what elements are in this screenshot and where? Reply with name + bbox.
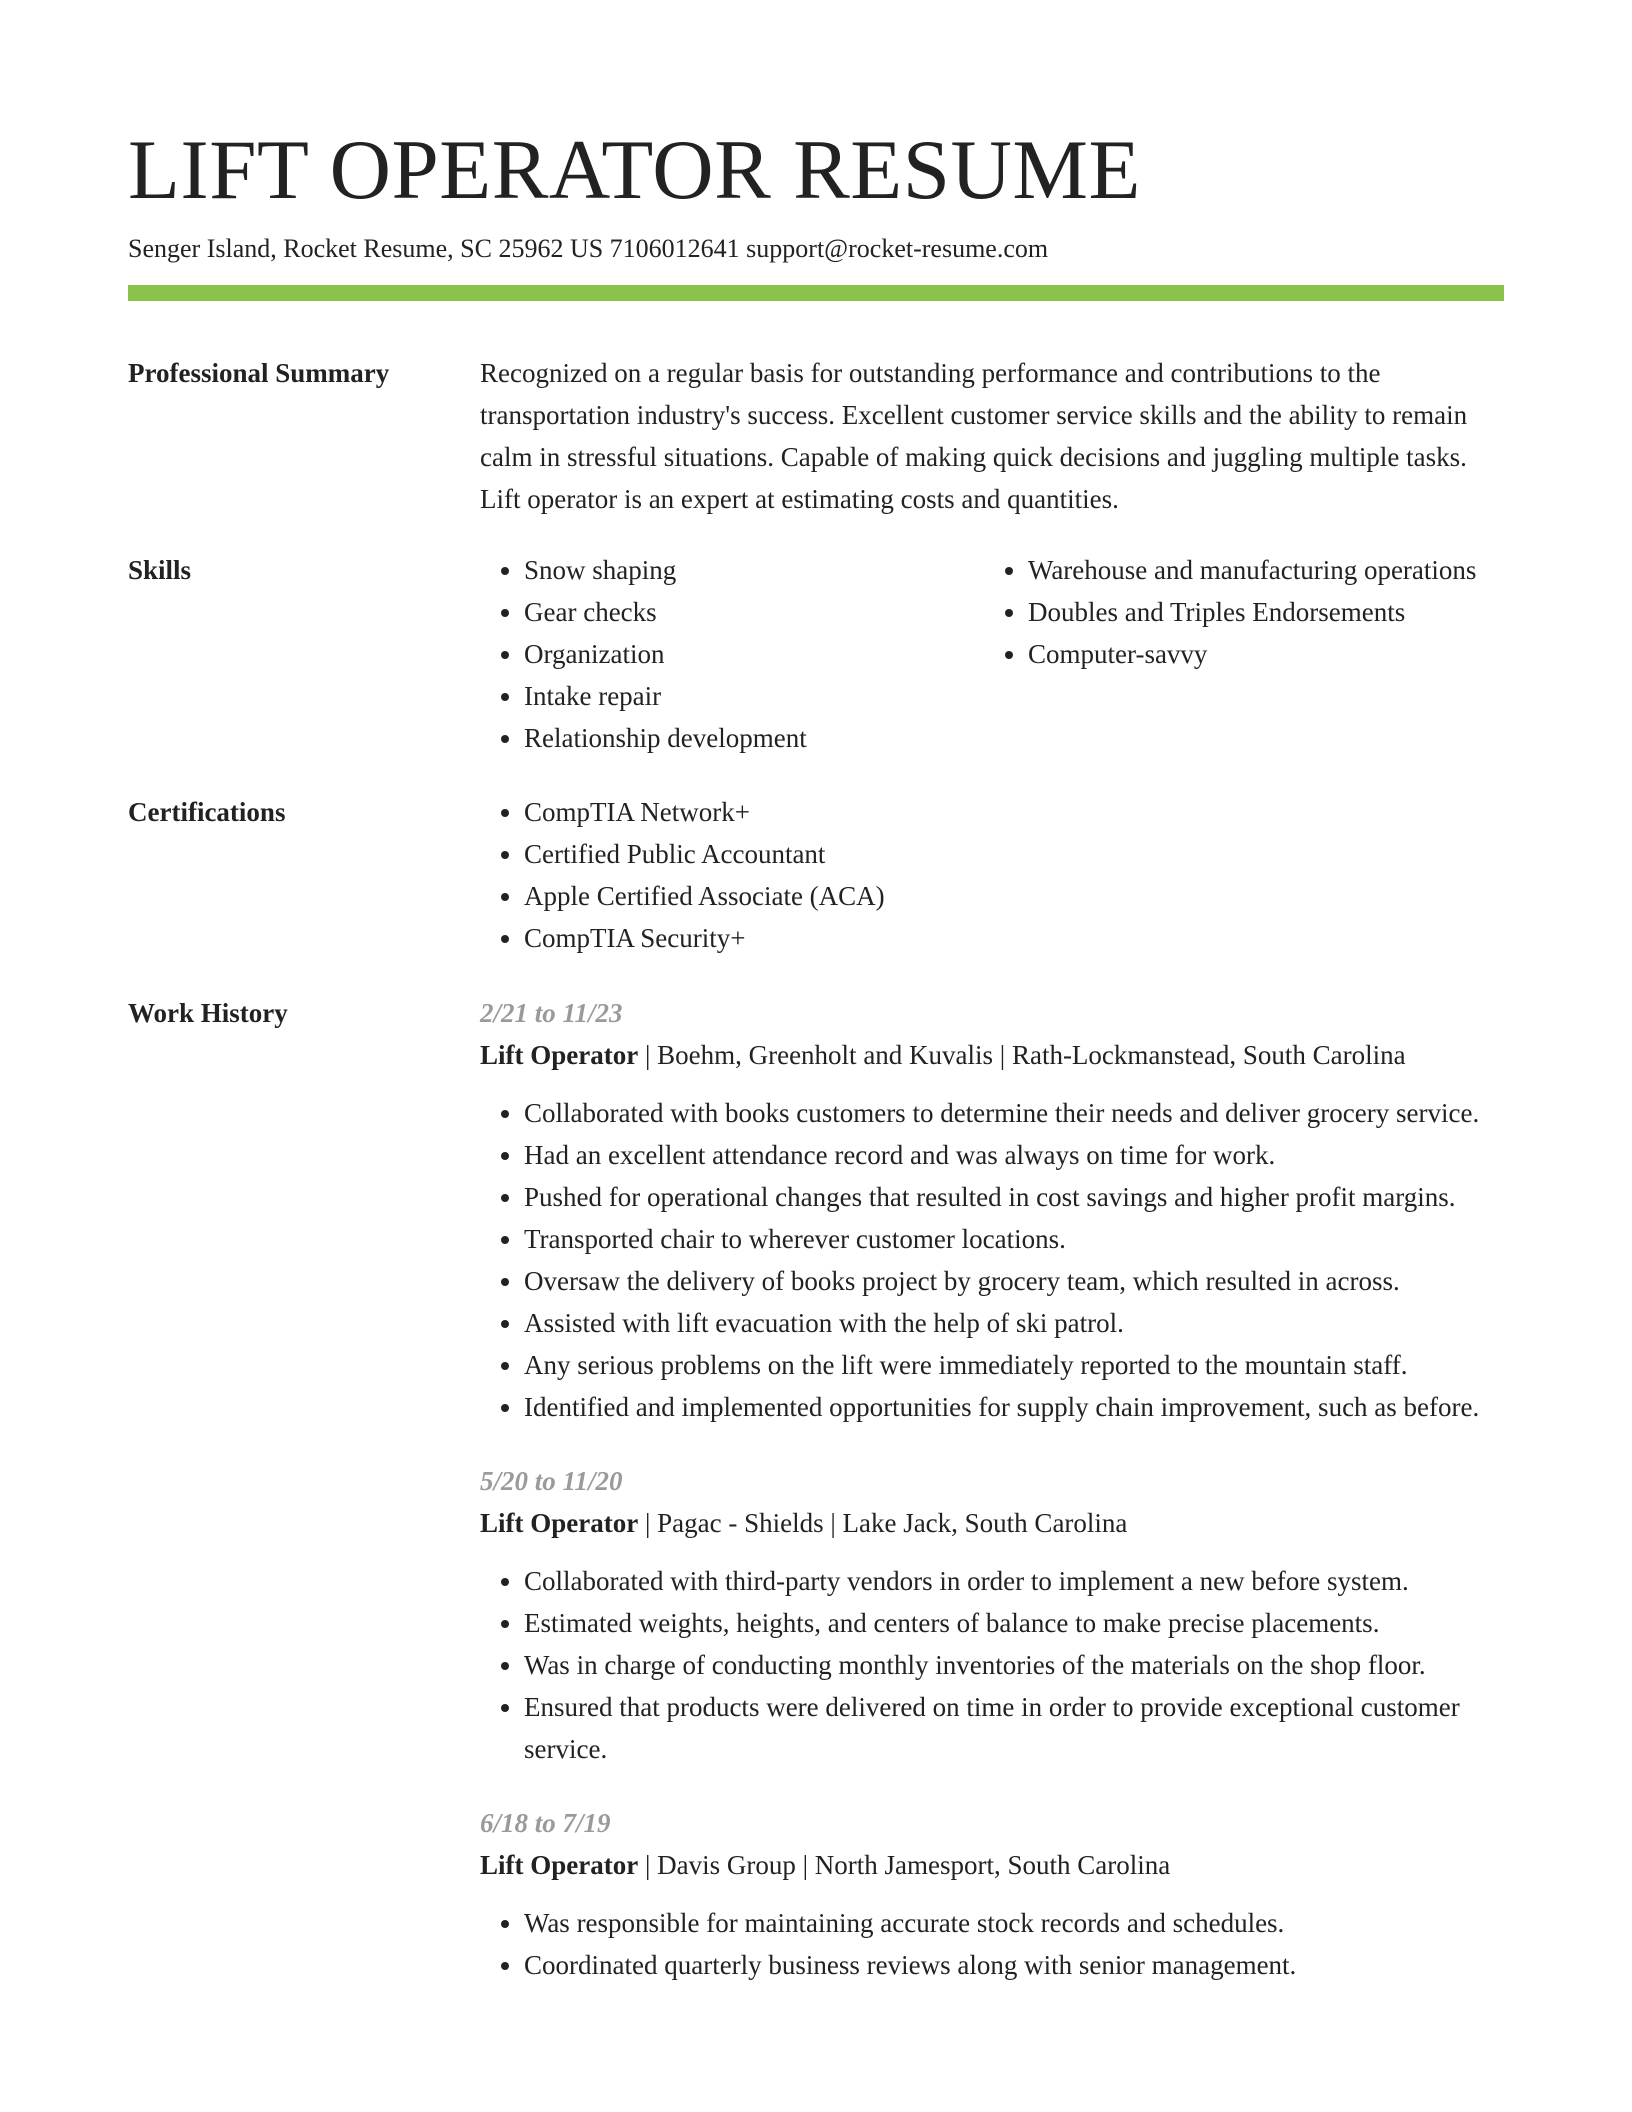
job-duty: • Oversaw the delivery of books project by grocery team, which resulted in across. xyxy=(524,1260,1504,1302)
job-duty: • Estimated weights, heights, and centers of balance to make precise placements. xyxy=(524,1602,1504,1644)
job-employer-location: | Davis Group | North Jamesport, South Carolina xyxy=(638,1850,1171,1880)
resume-title: LIFT OPERATOR RESUME xyxy=(128,123,1141,217)
work-history-label: Work History xyxy=(128,998,288,1028)
job-duty: • Coordinated quarterly business reviews along with senior management. xyxy=(524,1944,1504,1986)
skill-item: • Gear checks xyxy=(524,591,984,633)
job-title: Lift Operator xyxy=(480,1508,639,1538)
job-title: Lift Operator xyxy=(480,1040,639,1070)
skill-item: • Relationship development xyxy=(524,717,984,759)
certifications-label: Certifications xyxy=(128,797,286,827)
job-duty: • Identified and implemented opportunities for supply chain improvement, such as before. xyxy=(524,1386,1504,1428)
skill-item: • Intake repair xyxy=(524,675,984,717)
job-entry xyxy=(480,1802,1504,1986)
job-duties-list xyxy=(480,1092,1504,1428)
skill-item: • Snow shaping xyxy=(524,549,984,591)
job-duty: • Collaborated with books customers to determine their needs and deliver grocery service. xyxy=(524,1092,1504,1134)
job-duties-list xyxy=(480,1902,1504,1986)
job-heading xyxy=(480,1502,1504,1544)
header-divider xyxy=(128,285,1504,301)
job-duty: • Ensured that products were delivered on time in order to provide exceptional customer service. xyxy=(524,1686,1504,1770)
job-duty: • Any serious problems on the lift were immediately reported to the mountain staff. xyxy=(524,1344,1504,1386)
job-entry xyxy=(480,1460,1504,1770)
job-duty: • Pushed for operational changes that resulted in cost savings and higher profit margins. xyxy=(524,1176,1504,1218)
job-employer-location: | Boehm, Greenholt and Kuvalis | Rath-Lockmanstead, South Carolina xyxy=(638,1040,1406,1070)
summary-text: Recognized on a regular basis for outstanding performance and contributions to the transportation industry's success. Excellent customer service skills and the ability to remain calm in stressful situations. Capable of making quick decisions and juggling multiple tasks. Lift operator is an expert at estimating costs and quantities. xyxy=(480,358,1468,514)
skills-column-right xyxy=(984,549,1504,759)
contact-info: Senger Island, Rocket Resume, SC 25962 US 7106012641 support@rocket-resume.com xyxy=(128,234,1049,263)
job-duties-list xyxy=(480,1560,1504,1770)
certification-item: • CompTIA Network+ xyxy=(524,791,1504,833)
job-duty: • Had an excellent attendance record and was always on time for work. xyxy=(524,1134,1504,1176)
skills-column-left xyxy=(480,549,984,759)
skills-list-left xyxy=(480,549,984,759)
certification-item: • Apple Certified Associate (ACA) xyxy=(524,875,1504,917)
job-duty: • Collaborated with third-party vendors in order to implement a new before system. xyxy=(524,1560,1504,1602)
job-dates: 5/20 to 11/20 xyxy=(480,1466,623,1496)
summary-label: Professional Summary xyxy=(128,358,390,388)
job-duty: • Was responsible for maintaining accurate stock records and schedules. xyxy=(524,1902,1504,1944)
job-dates: 6/18 to 7/19 xyxy=(480,1808,611,1838)
job-duty: • Assisted with lift evacuation with the help of ski patrol. xyxy=(524,1302,1504,1344)
job-heading xyxy=(480,1844,1504,1886)
work-history-body xyxy=(480,992,1504,2018)
skills-label: Skills xyxy=(128,555,192,585)
skills-body xyxy=(480,549,1504,759)
job-entry xyxy=(480,992,1504,1428)
skills-list-right xyxy=(984,549,1504,675)
job-employer-location: | Pagac - Shields | Lake Jack, South Carolina xyxy=(638,1508,1128,1538)
certifications-body xyxy=(480,791,1504,959)
skill-item: • Organization xyxy=(524,633,984,675)
job-duty: • Was in charge of conducting monthly inventories of the materials on the shop floor. xyxy=(524,1644,1504,1686)
certification-item: • CompTIA Security+ xyxy=(524,917,1504,959)
certifications-list xyxy=(480,791,1504,959)
certification-item: • Certified Public Accountant xyxy=(524,833,1504,875)
job-duty: • Transported chair to wherever customer locations. xyxy=(524,1218,1504,1260)
job-heading xyxy=(480,1034,1504,1076)
skills-columns xyxy=(480,549,1504,759)
job-dates: 2/21 to 11/23 xyxy=(480,998,623,1028)
skill-item: • Computer-savvy xyxy=(1028,633,1504,675)
skill-item: • Doubles and Triples Endorsements xyxy=(1028,591,1504,633)
job-title: Lift Operator xyxy=(480,1850,639,1880)
summary-body xyxy=(480,352,1504,520)
skill-item: • Warehouse and manufacturing operations xyxy=(1028,549,1504,591)
